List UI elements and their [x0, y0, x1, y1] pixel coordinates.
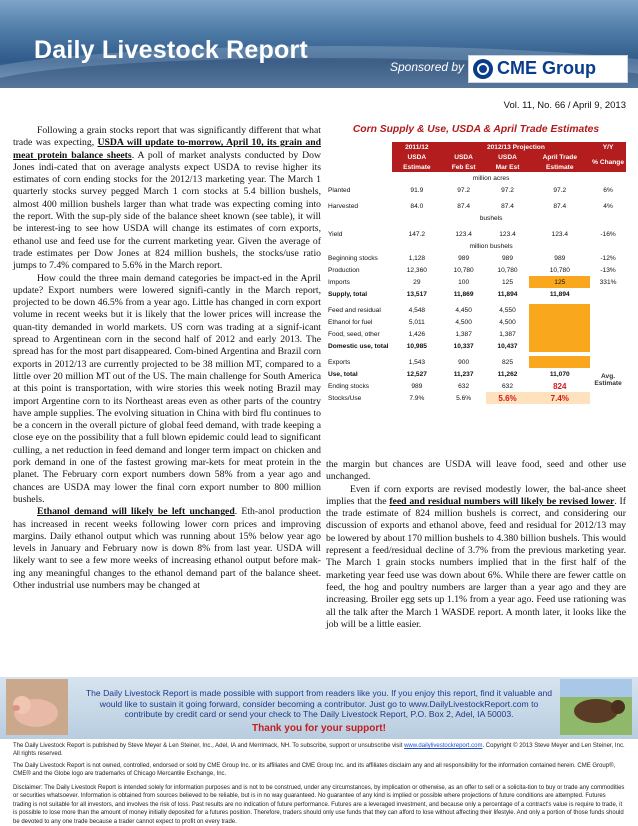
table-row	[326, 288, 626, 300]
table-cell: 6%	[603, 186, 613, 194]
header-cell: Feb Est	[442, 162, 486, 172]
table-cell: Harvested	[328, 202, 359, 210]
paragraph-5	[326, 484, 626, 632]
table-cell: 4%	[603, 202, 613, 210]
table-cell: 91.9	[410, 186, 424, 194]
table-cell: 10,337	[453, 342, 474, 350]
text: . Copyright © 2013 Steve Meyer and Len Steiner, Inc. All rights reserved.	[13, 743, 625, 758]
table-cell: Stocks/Use	[328, 394, 362, 402]
table-cell: Ending stocks	[328, 382, 370, 390]
table-cell: 5,011	[408, 318, 425, 326]
table-cell: 147.2	[408, 230, 426, 238]
table-cell: 97.2	[553, 186, 567, 194]
table-cell: 11,869	[453, 290, 474, 298]
table-cell: 10,780	[453, 266, 474, 274]
publisher-note	[13, 742, 625, 759]
highlight-text: Ethanol demand will likely be left unchanged	[37, 506, 235, 518]
table-cell: 87.4	[553, 202, 567, 210]
table-cell: 4,550	[499, 306, 516, 314]
table-header-row	[326, 162, 626, 172]
table-cell: 10,985	[406, 342, 427, 350]
table-row	[326, 200, 626, 212]
table-cell: 10,780	[549, 266, 570, 274]
sponsored-by-label: Sponsored by	[390, 60, 465, 74]
table-cell: 7.4%	[529, 392, 590, 404]
article-right-column	[326, 459, 626, 631]
table-cell: 123.4	[455, 230, 472, 238]
table-row	[326, 252, 626, 264]
header-cell: % Change	[590, 152, 626, 172]
table-header-row	[326, 142, 626, 152]
header-cell: Mar Est	[486, 162, 530, 172]
table-cell: 4,500	[455, 318, 472, 326]
table-cell: 4,450	[455, 306, 472, 314]
table-row	[326, 380, 626, 392]
table-row	[326, 316, 626, 328]
table-cell: Supply, total	[328, 290, 368, 298]
header-cell: 2011/12	[392, 142, 442, 152]
table-cell: 97.2	[457, 186, 471, 194]
table-cell: 900	[458, 358, 470, 366]
table-cell: 4,548	[408, 306, 426, 314]
highlight-text: USDA will update to-morrow, April 10, its grain and meat protein balance sheets	[13, 137, 321, 161]
paragraph-2: How could the three main demand categories be impact-ed in the April update? Export numbers were lowered signifi-cantly in the March report, projected to be down 46.5% from a year ago. Little has changed in corn export volume in recent weeks but it is likely that the lower prices will increase the quan-tity demanded in world markets. US corn was trading at a signif-icant spread to Argentinean corn in the second half of 2012 and early 2013. The spread has for the most part disappeared. Com-bined Argentina and Brazil corn exports in 2012/13 are currently projected to be 38 million MT, compared to a little over 20 million MT out of the US. The main challenge for South America at this point is transportation, with wire stories this week noting Brazil may import Argentine corn to its Northeast areas even as other parts of the country have ample supplies. The evolving situation in China with bird flu continues to be a concern in the overall picture of global feed demand, with trade keeping a close eye on the possibility that a full blown epidemic could lead to significant culling, a net reduction in feed demand and longer term impact on chicken and pork demand in one of the fastest growing mar-kets for meat protein in the planet. The February corn export numbers down 58% from a year ago and chances are USDA may lower the final corn export number to 800 million bushels.	[13, 272, 321, 505]
table-cell: 84.0	[410, 202, 424, 210]
table-cell: 125	[529, 276, 590, 288]
table-cell: 11,070	[549, 370, 570, 378]
table-cell: 989	[554, 254, 566, 262]
paragraph-3	[13, 506, 321, 592]
table-cell: 989	[411, 382, 423, 390]
table-cell: 4,500	[499, 318, 516, 326]
table-cell: Planted	[328, 186, 351, 194]
cow-icon	[560, 679, 632, 735]
table-row	[326, 264, 626, 276]
table-cell: 825	[502, 358, 514, 366]
paragraph-4: the margin but chances are USDA will leave food, seed and other use unchanged.	[326, 459, 626, 483]
text: . Eth-anol production has increased in recent weeks following lower corn prices and improving margins. Daily ethanol output which was running about 15% below year ago levels in January and February now is down 8% from last year. USDA will likely want to see a few more weeks of increasing ethanol output before mak-ing any meaningful changes to the ethanol demand part of the balance sheet. Other industrial use numbers may be changed at	[13, 506, 321, 591]
table-row	[326, 184, 626, 196]
table-cell: 87.4	[501, 202, 514, 210]
table-row	[326, 304, 626, 316]
header-cell: USDA	[442, 152, 486, 162]
text: Even if corn exports are revised modestly lower, the bal-ance sheet implies that the	[326, 483, 626, 507]
table-cell: -13%	[600, 266, 616, 274]
table-cell: Domestic use, total	[328, 342, 389, 350]
unit-row	[326, 240, 626, 252]
table-cell: 1,387	[455, 330, 472, 338]
trading-disclaimer: Disclaimer: The Daily Livestock Report is intended solely for information purposes and is not to be construed, under any circumstances, by implication or otherwise, as an offer to sell or a solicita-tion to buy or trade any commodities or securities whatsoever. Information is obtained from sources believed to be reliable, but is in no way guaranteed. No guarantee of any kind is implied or possible where projections of future conditions are attempted. Futures trading is not suitable for all investors, and involves the risk of loss. Past results are no indication of future performance. Futures are a leveraged investment, and because only a percentage of a contract's value is require to trade, it is possible to lose more than the amount of money initially deposited for a futures position. Therefore, traders should only use funds that they can afford to lose without affecting their lifestyle. And only a portion of those funds should be devoted to any one trade because a trader cannot expect to profit on every trade.	[13, 785, 625, 825]
table-row	[326, 368, 626, 380]
table-row	[326, 356, 626, 368]
header-cell: Estimate	[529, 162, 590, 172]
table-cell: 989	[458, 254, 470, 262]
thank-you-line: Thank you for your support!	[252, 723, 386, 734]
table-cell: 97.2	[501, 186, 514, 194]
table-cell: 29	[413, 278, 421, 286]
issue-line: Vol. 11, No. 66 / April 9, 2013	[503, 100, 626, 111]
cme-disclaimer: The Daily Livestock Report is not owned, controlled, endorsed or sold by CME Group Inc. or its affiliates and CME Group Inc. and its affiliates disclaim any and all responsibility for the information contained herein. CME Group®, CME® and the Globe logo are trademarks of Chicago Mercantile Exchange, Inc.	[13, 763, 616, 778]
website-link[interactable]: www.dailylivestockreport.com	[404, 743, 483, 749]
table-row	[326, 276, 626, 288]
highlight-text: feed and residual numbers will likely be revised lower	[389, 495, 615, 507]
table-cell: 100	[458, 278, 470, 286]
cme-group-logo[interactable]	[468, 55, 628, 83]
table-cell: 13,517	[406, 290, 427, 298]
avg-estimate-label: Avg. Estimate	[594, 373, 622, 387]
text: Following a grain stocks report that was significantly different that what trade was expecting,	[13, 125, 321, 149]
header-cell: USDA	[392, 152, 442, 162]
text: The Daily Livestock Report is published by Steve Meyer & Len Steiner, Inc., Adel, IA and Merrimack, NH. To subscribe, support or unsubscribe visit	[13, 743, 405, 749]
table-cell: -16%	[600, 230, 616, 238]
header-cell: 2012/13 Projection	[442, 142, 590, 152]
unit-row	[326, 172, 626, 184]
unit-label: million acres	[472, 174, 510, 182]
article-left-column	[13, 125, 321, 592]
table-cell: Ethanol for fuel	[328, 318, 373, 326]
table-cell: 12,527	[406, 370, 427, 378]
support-message: The Daily Livestock Report is made possible with support from readers like you. If you enjoy this report, find it valuable and would like to sustain it going forward, consider becoming a contributor. Just go to www.DailyLivestockReport.com to contribute by credit card or send your check to The Daily Livestock Report, P.O. Box 2, Adel, IA 50003.	[85, 688, 553, 719]
table-cell: 989	[502, 254, 514, 262]
table-cell: Exports	[328, 358, 351, 366]
table-cell: 1,543	[408, 358, 426, 366]
table-cell: 11,262	[497, 370, 518, 378]
table-row	[326, 228, 626, 240]
table-cell: -12%	[600, 254, 616, 262]
unit-label: bushels	[479, 214, 503, 222]
table-cell: 824	[553, 381, 567, 391]
unit-label: million bushels	[469, 242, 513, 250]
table-cell: 1,387	[499, 330, 516, 338]
table-cell: Imports	[328, 278, 350, 286]
pig-icon	[6, 679, 68, 735]
table-cell: Feed and residual	[328, 306, 381, 314]
text: . A poll of market analysts conducted by Dow Jones indi-cated that on average analysts expect USDA to revise higher its estimates of corn ending stocks for the 2012/13 marketing year. The March 1 quarterly stocks survey pegged March 1 corn stocks at 5.4 billion bushels, almost 400 million bushels larger than what trade was expecting coming into the report. With the sup-ply side of the balance sheet known (see table), it will be interest-ing to see how USDA will change its estimates of corn exports, ethanol use and feed use for the current marketing year. Given the average of trade estimates per Dow Jones at 824 million bushels, the stocks/use ratio jumps to 7.4% compared to 5.6% in the March report.	[13, 149, 321, 272]
table-cell: 5.6%	[486, 392, 530, 404]
table-cell: 1,426	[408, 330, 426, 338]
table-cell: 12,360	[406, 266, 427, 274]
table-cell: 5.6%	[456, 394, 472, 402]
table-cell: 7.9%	[409, 394, 425, 402]
table-cell: 331%	[599, 278, 617, 286]
table-row	[326, 328, 626, 340]
globe-icon	[473, 59, 493, 79]
table-cell: 1,128	[408, 254, 426, 262]
table-cell: 11,894	[497, 290, 518, 298]
report-title: Daily Livestock Report	[34, 36, 308, 64]
header-cell: April Trade	[529, 152, 590, 162]
table-cell: Yield	[328, 230, 343, 238]
table-cell: 87.4	[457, 202, 471, 210]
table-cell: Production	[328, 266, 360, 274]
table-cell: 125	[502, 278, 514, 286]
table-title: Corn Supply & Use, USDA & April Trade Estimates	[352, 124, 600, 135]
table-cell: 123.4	[551, 230, 569, 238]
sponsor-name: CME Group	[497, 58, 596, 78]
unit-row	[326, 212, 626, 224]
table-cell: Use, total	[328, 370, 358, 378]
table-cell: 632	[502, 382, 514, 390]
corn-supply-table	[326, 142, 626, 404]
table-header-row	[326, 152, 626, 162]
paragraph-1	[13, 125, 321, 273]
table-cell: 10,780	[497, 266, 518, 274]
header-cell: Y/Y	[590, 142, 626, 152]
table-row	[326, 340, 626, 352]
table-cell: 632	[458, 382, 470, 390]
table-cell: 11,894	[549, 290, 570, 298]
table-cell: 11,237	[453, 370, 474, 378]
table-cell: Beginning stocks	[328, 254, 378, 262]
table-cell: 123.4	[499, 230, 516, 238]
header-cell: Estimate	[392, 162, 442, 172]
table-cell: 10,437	[497, 342, 518, 350]
table-row	[326, 392, 626, 404]
text: . If the trade estimate of 824 million bushels is correct, and considering our discussion of exports and ethanol above, feed and residual for 2012/13 may be lowered by about 170 million bushels to 4.380 billion bushels. This would represent a feed/residual decline of 3.7% from the previous marketing year. The March 1 grain stocks numbers implied that in the first half of the marketing year feed use was down about 6%. While there are fewer cattle on feed, the hog and poultry numbers are larger than a year ago and they are increasing. Broiler egg sets up 1.1% from a year ago. Feed use rationing was all the talk after the March 1 WASDE report. A month later, it looks like the job will be a little easier.	[326, 495, 627, 630]
header-cell: USDA	[486, 152, 530, 162]
table-cell: Food, seed, other	[328, 330, 380, 338]
